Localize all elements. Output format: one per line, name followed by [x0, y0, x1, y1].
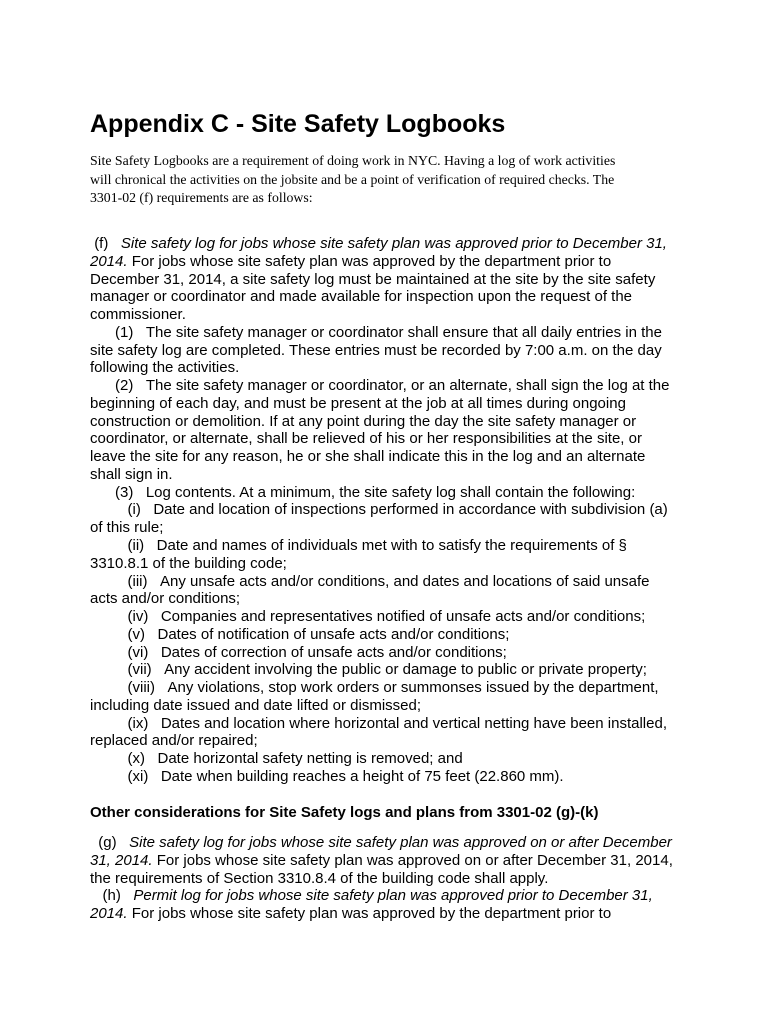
line-text: Dates of correction of unsafe acts and/or conditions; [160, 643, 507, 661]
text-line: 3301-02 (f) requirements are as follows: [90, 190, 313, 205]
line-text: Date and names of individuals met with to satisfy the requirements of § [156, 537, 627, 555]
line-text: Date when building reaches a height of 75 feet (22.860 mm). [160, 767, 564, 785]
paragraph-1 [90, 324, 669, 377]
text-line: beginning of each day, and must be present at the job at all times during ongoing [90, 394, 626, 412]
clause-ii [90, 537, 669, 573]
text-line [90, 905, 673, 923]
item-label: (f) [94, 235, 109, 252]
rule-caption: Site safety log for jobs whose site safety plan was approved on or after December [129, 834, 672, 851]
item-label: (3) [115, 483, 134, 501]
clause-viii [90, 679, 669, 715]
text-line: December 31, 2014, a site safety log must be maintained at the site by the site safety [90, 270, 656, 288]
item-label: (ii) [127, 537, 145, 555]
item-label: (2) [115, 377, 134, 395]
paragraph-2 [90, 377, 669, 484]
text-line [90, 573, 669, 591]
text-line: of this rule; [90, 519, 164, 537]
rule-caption: Permit log for jobs whose site safety plan was approved prior to December 31, [133, 887, 653, 905]
item-label: (i) [127, 501, 141, 519]
text-line [90, 679, 669, 697]
clause-ix [90, 715, 669, 751]
item-label: (1) [115, 323, 134, 341]
text-line: site safety log are completed. These entries must be recorded by 7:00 a.m. on the day [90, 341, 662, 359]
text-line [90, 608, 669, 626]
text-line [90, 626, 669, 644]
line-text: Log contents. At a minimum, the site safety log shall contain the following: [145, 483, 636, 501]
line-text: For jobs whose site safety plan was approved on or after December 31, 2014, [156, 851, 673, 869]
item-label: (ix) [127, 714, 149, 732]
item-label: (x) [127, 750, 145, 768]
item-label: (iv) [127, 608, 149, 626]
clause-vii [90, 661, 669, 679]
rules-g-h [90, 834, 673, 923]
clause-x [90, 750, 669, 768]
rule-caption: 2014. [90, 252, 128, 270]
text-line [90, 501, 669, 519]
clause-iii [90, 573, 669, 609]
text-line [90, 644, 669, 662]
text-line [90, 235, 669, 253]
clause-iv [90, 608, 669, 626]
line-text: Dates and location where horizontal and vertical netting have been installed, [160, 714, 667, 732]
item-label: (h) [102, 887, 121, 905]
text-line [90, 715, 669, 733]
paragraph-3 [90, 484, 669, 786]
text-line: acts and/or conditions; [90, 590, 241, 608]
text-line: coordinator, or alternate, shall be relieved of his or her responsibilities at the site, or [90, 430, 642, 448]
text-line [90, 750, 669, 768]
text-line [90, 887, 673, 905]
rule-caption: Site safety log for jobs whose site safety plan was approved prior to December 31, [120, 235, 667, 252]
item-label: (viii) [127, 679, 155, 697]
item-label: (iii) [127, 572, 148, 590]
rule-h [90, 887, 673, 923]
text-line [90, 537, 669, 555]
text-line: commissioner. [90, 306, 186, 324]
line-text: Date horizontal safety netting is removed; and [157, 750, 463, 768]
text-line [90, 852, 673, 870]
intro-paragraph [90, 152, 615, 208]
text-line: leave the site for any reason, he or she shall indicate this in the log and an alternate [90, 448, 646, 466]
text-line: shall sign in. [90, 465, 173, 483]
text-line: 3310.8.1 of the building code; [90, 554, 287, 572]
line-text: For jobs whose site safety plan was approved by the department prior to [131, 252, 612, 270]
item-label: (vii) [127, 661, 152, 679]
line-text: Any violations, stop work orders or summonses issued by the department, [167, 679, 659, 697]
line-text: Any accident involving the public or damage to public or private property; [164, 661, 647, 679]
line-text: The site safety manager or coordinator, or an alternate, shall sign the log at the [145, 377, 670, 395]
page-title: Appendix C - Site Safety Logbooks [90, 110, 506, 138]
clause-vi [90, 644, 669, 662]
line-text: For jobs whose site safety plan was approved by the department prior to [131, 905, 612, 923]
line-text: Dates of notification of unsafe acts and/or conditions; [157, 625, 510, 643]
clause-i [90, 501, 669, 537]
text-line [90, 253, 669, 271]
line-text: The site safety manager or coordinator shall ensure that all daily entries in the [145, 323, 662, 341]
text-line: following the activities. [90, 359, 240, 377]
text-line [90, 484, 669, 502]
text-line: manager or coordinator and made available for inspection upon the request of the [90, 288, 633, 306]
clause-v [90, 626, 669, 644]
line-text: Any unsafe acts and/or conditions, and dates and locations of said unsafe [160, 572, 650, 590]
text-line [90, 377, 669, 395]
text-line: Site Safety Logbooks are a requirement of doing work in NYC. Having a log of work activities [90, 153, 616, 168]
clause-xi [90, 768, 669, 786]
line-text: Companies and representatives notified of unsafe acts and/or conditions; [160, 608, 646, 626]
item-label: (g) [98, 834, 117, 851]
text-line: replaced and/or repaired; [90, 732, 258, 750]
item-label: (vi) [127, 643, 149, 661]
line-text: Date and location of inspections performed in accordance with subdivision (a) [153, 501, 668, 519]
text-line: will chronical the activities on the jobsite and be a point of verification of required checks. The [90, 171, 615, 187]
item-label: (xi) [127, 767, 149, 785]
text-line: construction or demolition. If at any point during the day the site safety manager or [90, 412, 637, 430]
rule-f [90, 235, 669, 786]
rule-g [90, 834, 673, 887]
text-line [90, 768, 669, 786]
text-line: including date issued and date lifted or dismissed; [90, 696, 422, 714]
text-line: the requirements of Section 3310.8.4 of the building code shall apply. [90, 869, 549, 887]
rule-caption: 2014. [90, 905, 128, 923]
rule-caption: 31, 2014. [90, 851, 153, 869]
text-line [90, 834, 673, 852]
item-label: (v) [127, 625, 145, 643]
section-heading: Other considerations for Site Safety logs and plans from 3301-02 (g)-(k) [90, 804, 599, 821]
text-line [90, 324, 669, 342]
text-line [90, 661, 669, 679]
